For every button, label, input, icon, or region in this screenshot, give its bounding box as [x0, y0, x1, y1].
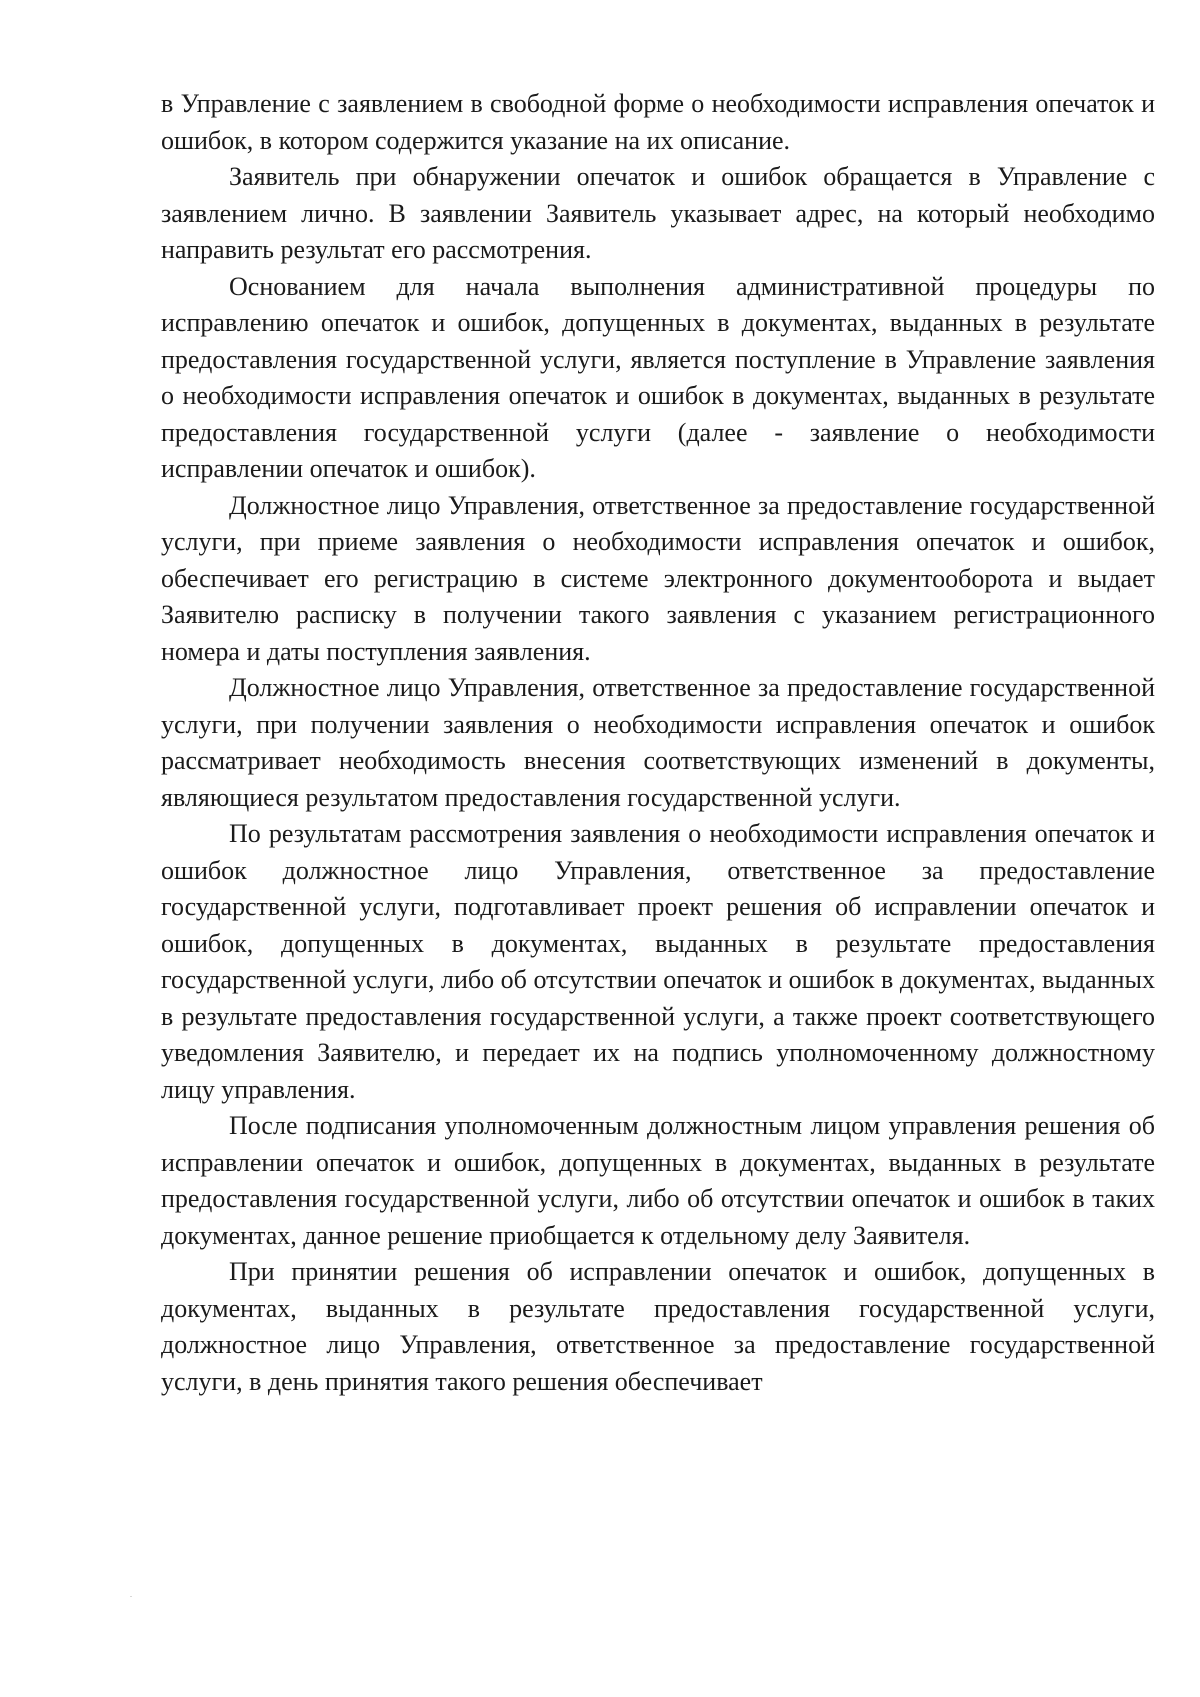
paragraph-registration: Должностное лицо Управления, ответственное за предоставление государственной услуги, при приеме заявления о необходимости исправления опечаток и ошибок, обеспечивает его регистрацию в системе электронного документооборота и выдает Заявителю расписку в получении такого заявления с указанием регистрационного номера и даты поступления заявления.	[161, 490, 1155, 666]
paragraph-draft-decision: По результатам рассмотрения заявления о необходимости исправления опечаток и ошибок должностное лицо Управления, ответственное за предоставление государственной услуги, подготавливает проект решения об исправлении опечаток и ошибок, допущенных в документах, выданных в результате предоставления государственной услуги, либо об отсутствии опечаток и ошибок в документах, выданных в результате предоставления государственной услуги, а также проект соответствующего уведомления Заявителю, и передает их на подпись уполномоченному должностному лицу управления.	[161, 819, 1155, 1104]
paragraph-decision-adoption: При принятии решения об исправлении опечаток и ошибок, допущенных в документах, выданных в результате предоставления государственной услуги, должностное лицо Управления, ответственное за предоставление государственной услуги, в день принятия такого решения обеспечивает	[161, 1257, 1155, 1396]
paragraph-continuation: в Управление с заявлением в свободной форме о необходимости исправления опечаток и ошибок, в котором содержится указание на их описание.	[161, 89, 1155, 155]
paragraph-procedure-basis: Основанием для начала выполнения административной процедуры по исправлению опечаток и ошибок, допущенных в документах, выданных в результате предоставления государственной услуги, является поступление в Управление заявления о необходимости исправления опечаток и ошибок в документах, выданных в результате предоставления государственной услуги (далее - заявление о необходимости исправлении опечаток и ошибок).	[161, 271, 1155, 483]
scan-mark	[130, 1596, 132, 1597]
paragraph-signing: После подписания уполномоченным должностным лицом управления решения об исправлении опечаток и ошибок, допущенных в документах, выданных в результате предоставления государственной услуги, либо об отсутствии опечаток и ошибок в таких документах, данное решение приобщается к отдельному делу Заявителя.	[161, 1111, 1155, 1250]
document-body	[161, 86, 1155, 1400]
paragraph-review: Должностное лицо Управления, ответственное за предоставление государственной услуги, при получении заявления о необходимости исправления опечаток и ошибок рассматривает необходимость внесения соответствующих изменений в документы, являющиеся результатом предоставления государственной услуги.	[161, 673, 1155, 812]
paragraph-applicant-request: Заявитель при обнаружении опечаток и ошибок обращается в Управление с заявлением лично. В заявлении Заявитель указывает адрес, на который необходимо направить результат его рассмотрения.	[161, 162, 1155, 264]
